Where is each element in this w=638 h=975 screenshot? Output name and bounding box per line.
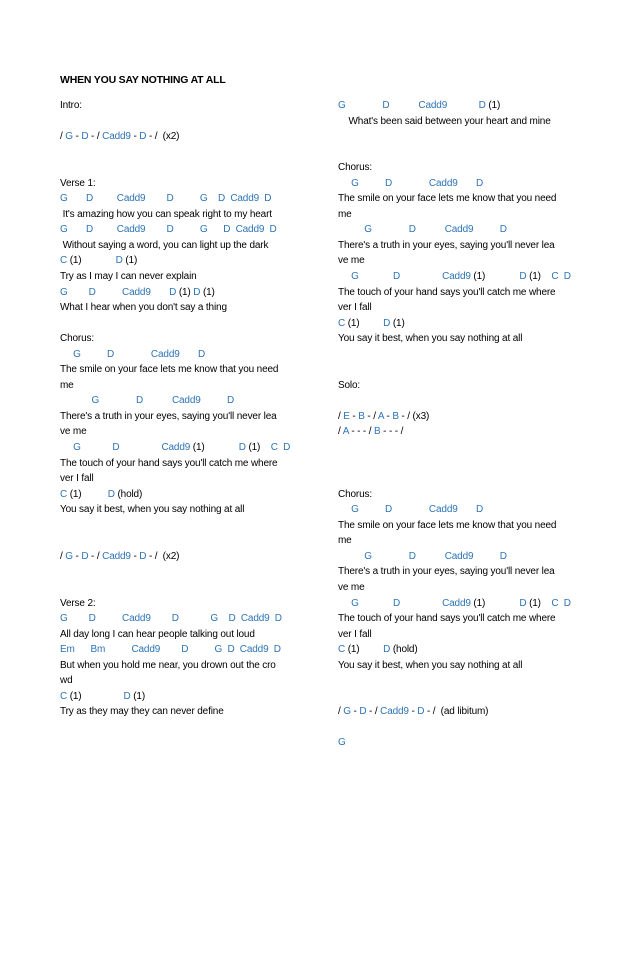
blank-line	[338, 471, 582, 487]
lyric-text: - /	[364, 410, 378, 422]
song-line	[60, 642, 332, 658]
chord-text: D	[238, 442, 246, 454]
chord-text: C	[60, 255, 68, 267]
chord-text: G	[65, 131, 73, 143]
song-line	[338, 269, 582, 285]
lyric-text: -	[130, 550, 140, 562]
song-line	[338, 658, 582, 674]
chord-text: Cadd9	[380, 706, 409, 718]
chord-text: G	[65, 550, 73, 562]
lyric-text: - /	[88, 131, 103, 143]
chord-text: G D Cadd9 D G D Cadd9 D	[60, 224, 277, 236]
chord-text: G D Cadd9	[351, 271, 471, 283]
lyric-text: Verse 1:	[60, 177, 96, 189]
song-line	[60, 611, 332, 627]
lyric-text: (1)	[470, 597, 520, 609]
lyric-text: - / (x3)	[398, 410, 430, 422]
lyric-text: It's amazing how you can speak right to my heart	[60, 208, 272, 220]
lyric-text: ver I fall	[60, 473, 94, 485]
song-line	[60, 253, 332, 269]
lyric-text: -	[72, 131, 82, 143]
song-line	[60, 440, 332, 456]
song-line	[60, 689, 332, 705]
lyric-text: Without saying a word, you can light up the dark	[60, 239, 269, 251]
lyric-text: (1)	[67, 488, 108, 500]
lyric-text: (hold)	[390, 644, 418, 656]
chord-text: G D Cadd9 D G D Cadd9 D	[60, 193, 272, 205]
lyric-text: /	[338, 706, 344, 718]
lyric-text: -	[350, 706, 360, 718]
song-line	[60, 502, 332, 518]
chord-text: D	[519, 597, 527, 609]
chord-text: C	[338, 317, 346, 329]
blank-line	[60, 533, 332, 549]
chord-text: G D Cadd9 D	[60, 395, 235, 407]
chord-text: D	[81, 131, 89, 143]
song-line	[338, 98, 582, 114]
song-line	[60, 347, 332, 363]
chord-text: D	[417, 706, 425, 718]
blank-line	[338, 456, 582, 472]
lyric-text: (1)	[176, 286, 194, 298]
song-line	[338, 549, 582, 565]
song-line	[338, 502, 582, 518]
song-line	[338, 611, 582, 627]
lyric-text: - / (ad libitum)	[424, 706, 489, 718]
song-line	[338, 300, 582, 316]
chord-text: G D Cadd9 D	[338, 224, 507, 236]
chord-text: E	[343, 410, 350, 422]
lyric-text: Solo:	[338, 379, 361, 391]
song-line	[60, 549, 332, 565]
lyric-text: wd	[60, 675, 73, 687]
song-line	[60, 378, 332, 394]
blank-line	[338, 393, 582, 409]
lyric-text: ve me	[60, 426, 87, 438]
blank-line	[60, 564, 332, 580]
lyric-text: - / (x2)	[146, 550, 180, 562]
blank-line	[338, 673, 582, 689]
song-line	[338, 642, 582, 658]
lyric-text: me	[338, 535, 352, 547]
chord-text: Cadd9	[102, 131, 131, 143]
lyric-text: The touch of your hand says you'll catch me where	[338, 286, 556, 298]
lyric-text: /	[338, 410, 344, 422]
lyric-text: The touch of your hand says you'll catch me where	[60, 457, 278, 469]
chord-text: D	[193, 286, 201, 298]
blank-line	[60, 316, 332, 332]
lyric-text: ver I fall	[338, 302, 372, 314]
lyric-text: (1)	[245, 442, 271, 454]
chord-text: C D	[551, 271, 571, 283]
chord-text: D	[383, 644, 391, 656]
lyric-text: (1)	[485, 100, 501, 111]
lyric-text: -	[408, 706, 418, 718]
song-line	[338, 378, 582, 394]
song-line	[338, 704, 582, 720]
lyric-text: - /	[88, 550, 103, 562]
lyric-text: - - - /	[380, 426, 404, 438]
lyric-text: (1)	[390, 317, 405, 329]
song-line	[338, 160, 582, 176]
chord-text: G D Cadd9 D G D Cadd9 D	[60, 613, 282, 625]
chord-text: Cadd9	[102, 550, 131, 562]
lyric-text: (1)	[470, 271, 520, 283]
lyric-text: There's a truth in your eyes, saying you'll never lea	[338, 239, 555, 251]
song-line	[60, 269, 332, 285]
song-line	[60, 658, 332, 674]
lyric-text: You say it best, when you say nothing at all	[338, 333, 523, 345]
lyric-text: Intro:	[60, 100, 82, 111]
blank-line	[338, 362, 582, 378]
song-line	[60, 129, 332, 145]
lyric-text: You say it best, when you say nothing at all	[60, 504, 245, 516]
chord-text: G D Cadd9 D	[60, 286, 177, 298]
chord-text: D	[123, 690, 131, 702]
lyric-text: me	[338, 208, 352, 220]
song-line	[338, 176, 582, 192]
song-line	[338, 627, 582, 643]
song-line	[60, 393, 332, 409]
chord-text: D	[139, 550, 147, 562]
lyric-text: -	[383, 410, 393, 422]
lyric-text: -	[349, 410, 359, 422]
chord-text: G D Cadd9	[351, 597, 471, 609]
chord-text: C	[338, 644, 346, 656]
blank-line	[338, 440, 582, 456]
song-line	[60, 238, 332, 254]
song-title: WHEN YOU SAY NOTHING AT ALL	[60, 74, 226, 86]
song-line	[60, 424, 332, 440]
song-line	[60, 362, 332, 378]
song-line	[338, 409, 582, 425]
lyric-text: There's a truth in your eyes, saying you'll never lea	[60, 410, 277, 422]
chord-text: G D Cadd9 D	[338, 550, 507, 562]
chord-text: G D Cadd9 D	[60, 348, 206, 360]
song-line	[60, 409, 332, 425]
song-line	[338, 253, 582, 269]
song-line	[338, 238, 582, 254]
blank-line	[338, 145, 582, 161]
lyric-text: (1)	[526, 597, 552, 609]
lyric-text: But when you hold me near, you drown out the cro	[60, 659, 276, 671]
song-line	[338, 285, 582, 301]
song-line	[338, 331, 582, 347]
song-line	[338, 564, 582, 580]
chord-text: D	[383, 317, 391, 329]
lyric-text: /	[338, 426, 343, 438]
chord-text: G D Cadd9	[73, 442, 191, 454]
lyric-text: ver I fall	[338, 628, 372, 640]
lyric-text: What I hear when you don't say a thing	[60, 302, 227, 314]
lyric-text: Try as I may I can never explain	[60, 271, 197, 283]
chord-text: D	[115, 255, 123, 267]
song-line	[60, 704, 332, 720]
lyric-text	[60, 442, 73, 453]
song-line	[60, 331, 332, 347]
lyric-text: me	[60, 379, 74, 391]
lyric-text: (1)	[200, 286, 215, 298]
chord-text: D	[139, 131, 147, 143]
lyric-text: The smile on your face lets me know that you need	[338, 193, 557, 205]
song-line	[60, 176, 332, 192]
song-line	[60, 222, 332, 238]
song-line	[338, 580, 582, 596]
chord-text: B	[392, 410, 399, 422]
blank-line	[60, 160, 332, 176]
blank-line	[338, 347, 582, 363]
blank-line	[60, 518, 332, 534]
song-line	[60, 471, 332, 487]
lyric-text: /	[60, 131, 66, 143]
lyric-text: There's a truth in your eyes, saying you'll never lea	[338, 566, 555, 578]
song-line	[60, 596, 332, 612]
lyric-text	[338, 271, 351, 282]
lyric-text: - /	[366, 706, 381, 718]
blank-line	[338, 720, 582, 736]
lyric-text: The smile on your face lets me know that you need	[60, 364, 279, 376]
lyric-text: (1)	[526, 271, 552, 283]
chord-text: B	[374, 426, 381, 438]
chord-text: G	[338, 737, 346, 749]
chord-text: G D Cadd9 D	[338, 504, 484, 516]
lyric-text: (1)	[345, 317, 384, 329]
lyric-text: /	[60, 550, 66, 562]
lyric-text: (1)	[67, 690, 124, 702]
chord-text: D	[519, 271, 527, 283]
lyric-text: (1)	[67, 255, 116, 267]
lyric-text: (1)	[130, 690, 146, 702]
lyric-text: The smile on your face lets me know that you need	[338, 519, 557, 531]
lyric-text: -	[130, 131, 140, 143]
lyric-text: -	[72, 550, 82, 562]
lyric-text: What's been said between your heart and mine	[338, 115, 551, 127]
blank-line	[60, 114, 332, 130]
chord-text: D	[81, 550, 89, 562]
song-line	[338, 487, 582, 503]
chord-text: C D	[551, 597, 571, 609]
lyric-text: (hold)	[114, 488, 143, 500]
lyric-text: (1)	[122, 255, 138, 267]
blank-line	[338, 689, 582, 705]
song-line	[338, 424, 582, 440]
song-line	[60, 627, 332, 643]
song-line	[60, 456, 332, 472]
song-line	[60, 191, 332, 207]
lyric-text: Chorus:	[338, 162, 372, 174]
chord-text: C	[60, 690, 68, 702]
chord-text: G D Cadd9 D	[338, 177, 484, 189]
lyric-text: Chorus:	[60, 333, 94, 345]
chord-text: Em Bm Cadd9 D G D Cadd9 D	[60, 644, 281, 656]
lyric-text: - - - /	[348, 426, 374, 438]
blank-line	[60, 580, 332, 596]
chord-text: D	[107, 488, 115, 500]
blank-line	[338, 129, 582, 145]
right-column	[338, 98, 582, 751]
chord-text: A	[342, 426, 349, 438]
lyric-text: Chorus:	[338, 488, 372, 500]
song-line	[338, 191, 582, 207]
song-line	[338, 316, 582, 332]
chord-text: D	[359, 706, 367, 718]
song-line	[60, 487, 332, 503]
lyric-text: ve me	[338, 255, 365, 267]
lyric-text: All day long I can hear people talking out loud	[60, 628, 255, 640]
song-line	[60, 673, 332, 689]
song-line	[60, 285, 332, 301]
chord-text: A	[377, 410, 384, 422]
song-line	[338, 596, 582, 612]
song-line	[338, 518, 582, 534]
lyric-text: ve me	[338, 581, 365, 593]
chord-text: G	[343, 706, 351, 718]
song-line	[338, 533, 582, 549]
lyric-text: You say it best, when you say nothing at all	[338, 659, 523, 671]
chord-text: B	[358, 410, 365, 422]
chord-text: G D Cadd9 D	[338, 100, 486, 111]
blank-line	[60, 145, 332, 161]
lyric-text: (1)	[190, 442, 239, 454]
lyric-text: The touch of your hand says you'll catch me where	[338, 613, 556, 625]
song-line	[338, 114, 582, 130]
left-column	[60, 98, 332, 720]
lyric-text: Verse 2:	[60, 597, 96, 609]
chord-text: C	[60, 488, 68, 500]
song-line	[60, 98, 332, 114]
song-line	[338, 735, 582, 751]
song-line	[60, 300, 332, 316]
chord-text: C D	[270, 442, 291, 454]
lyric-text: - / (x2)	[146, 131, 180, 143]
song-line	[338, 207, 582, 223]
song-line	[338, 222, 582, 238]
lyric-text: Try as they may they can never define	[60, 706, 224, 718]
lyric-text	[338, 598, 351, 609]
song-line	[60, 207, 332, 223]
lyric-text: (1)	[345, 644, 384, 656]
